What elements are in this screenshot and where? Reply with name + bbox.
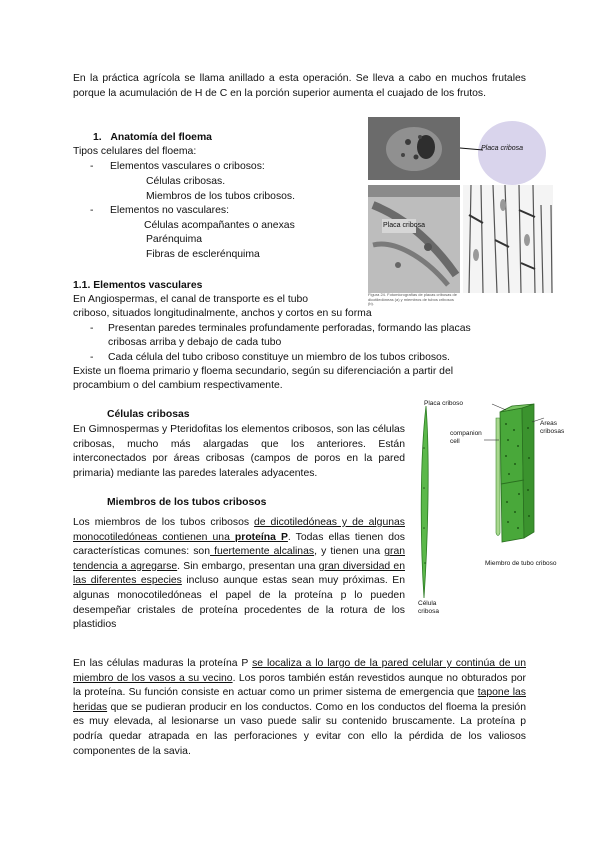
cribosas-paragraph: En Gimnospermas y Pteridofitas los elementos cribosos, son las células cribosas, mucho más alargadas que los anteriores. Están interconectados por áreas cribosas (campos de poros en la pared primaria) mediante las paredes laterales adyacentes. xyxy=(73,424,405,479)
sieve-cell-shape xyxy=(421,406,428,598)
dash: - xyxy=(90,352,94,363)
micrograph-image xyxy=(368,117,460,180)
dash: - xyxy=(90,205,94,216)
text-run: incluso aunque estas sean muy próximas. En algunas monocotiledóneas el papel de la proteína p lo pueden desempeñar cristales de proteína procedentes de la rotura de los plastidios xyxy=(73,575,406,631)
list-item-text: Cada célula del tubo criboso constituye un miembro de los tubos cribosos. xyxy=(108,352,450,363)
companion-cell-shape xyxy=(496,418,500,536)
text-run-underlined: de dicotiledóneas y de algunas monocotiledóneas contienen una xyxy=(73,517,405,543)
text-run: . Los poros también están revestidos aunque no obturados por la proteína. Su función consiste en actuar como un primer sistema de emergencia que xyxy=(73,672,526,699)
sieve-tube-side xyxy=(522,404,534,538)
drawing-sieve-tubes xyxy=(463,185,553,293)
text-run: Los miembros de los tubos cribosos xyxy=(73,517,255,528)
sub-item: Parénquima xyxy=(146,234,203,245)
list-item xyxy=(90,160,350,175)
text-run: , y tienen una xyxy=(314,546,385,558)
text-run: . Todas ellas tienen dos características comunes: son xyxy=(73,531,405,558)
sub-item: Miembros de los tubos cribosos. xyxy=(146,191,295,202)
micrograph-sieve-plate xyxy=(368,117,460,180)
paragraph-line: criboso, situados longitudinalmente, anchos y cortos en su forma xyxy=(73,308,372,319)
label-placa-mid: Placa cribosa xyxy=(383,222,426,229)
dash: - xyxy=(90,161,94,172)
micrograph-sieve-tube xyxy=(368,185,460,293)
text-run-underlined: tapone las heridas xyxy=(73,687,526,713)
drawing-image xyxy=(463,185,553,293)
list-item-text: cribosas arriba y debajo de cada tubo xyxy=(108,337,282,348)
subsection-title: 1.1. Elementos vasculares xyxy=(73,280,203,291)
text-run-underlined: gran diversidad en las diferentes especies xyxy=(73,560,405,587)
list-item-text: Elementos vasculares o cribosos: xyxy=(110,161,265,172)
label-placa-criboso: Placa criboso xyxy=(424,400,464,407)
intro-paragraph: En la práctica agrícola se llama anillado a esta operación. Se lleva a cabo en muchos frutales porque la acumulación de H de C en la porción superior aumenta el cuajado de los frutos. xyxy=(73,73,526,99)
types-lead: Tipos celulares del floema: xyxy=(73,146,197,157)
label-areas-cribosas: Areas cribosas xyxy=(540,420,565,435)
paragraph-line: Existe un floema primario y floema secundario, según su diferenciación a partir del xyxy=(73,366,454,377)
sub-item: Células acompañantes o anexas xyxy=(144,220,295,231)
sieve-tube-front xyxy=(500,408,524,542)
final-paragraph xyxy=(73,657,526,759)
text-run-underlined: gran tendencia a agregarse xyxy=(73,546,406,572)
figure-caption: Figura 24. Fotomicrografías de placas cribosas de dicotiledóneas (a) y miembros de tubos cribosos (b). xyxy=(368,292,457,306)
section-title xyxy=(93,131,212,146)
text-run-bold: proteína P xyxy=(234,531,288,543)
text-run-underlined: fuertemente alcalinas xyxy=(209,546,315,558)
list-item xyxy=(90,204,350,219)
text-run: que se pudieran producir en los conductos. Como en los conductos del floema la presión es muy elevada, al lesionarse un vaso puede salir su contenido bruscamente. La proteína p podría quedar atrapada en las perforaciones y evitar con ello la pérdida de los valiosos componentes de la savia. xyxy=(73,701,526,757)
label-celula-cribosa: Célula cribosa xyxy=(418,600,439,615)
miembros-paragraph xyxy=(73,516,405,633)
label-placa-top: Placa cribosa xyxy=(481,145,524,152)
dash: - xyxy=(90,323,94,334)
paragraph-line: procambium o del cambium respectivamente. xyxy=(73,380,283,391)
miembros-title: Miembros de los tubos cribosos xyxy=(107,497,267,508)
paragraph-line: En Angiospermas, el canal de transporte es el tubo xyxy=(73,294,309,305)
sub-item: Fibras de esclerénquima xyxy=(146,249,260,260)
micrograph-image xyxy=(368,185,460,293)
cribosas-title: Células cribosas xyxy=(107,409,190,420)
text-run-underlined: se localiza a lo largo de la pared celular y continúa de un miembro de los vasos a su vecino xyxy=(73,658,526,684)
label-companion-cell: companion cell xyxy=(450,430,482,445)
list-item-text: Presentan paredes terminales profundamente perforadas, formando las placas xyxy=(108,323,471,334)
list-item-text: Elementos no vasculares: xyxy=(110,205,229,216)
text-run: . Sin embargo, presentan una xyxy=(177,560,319,572)
sub-item: Células cribosas. xyxy=(146,176,226,187)
text-run: En las células maduras la proteína P xyxy=(73,658,253,669)
label-miembro: Miembro de tubo criboso xyxy=(485,560,557,567)
section-title-text: Anatomía del floema xyxy=(110,132,212,143)
magnified-circle xyxy=(455,120,547,186)
section-number: 1. xyxy=(93,132,102,143)
